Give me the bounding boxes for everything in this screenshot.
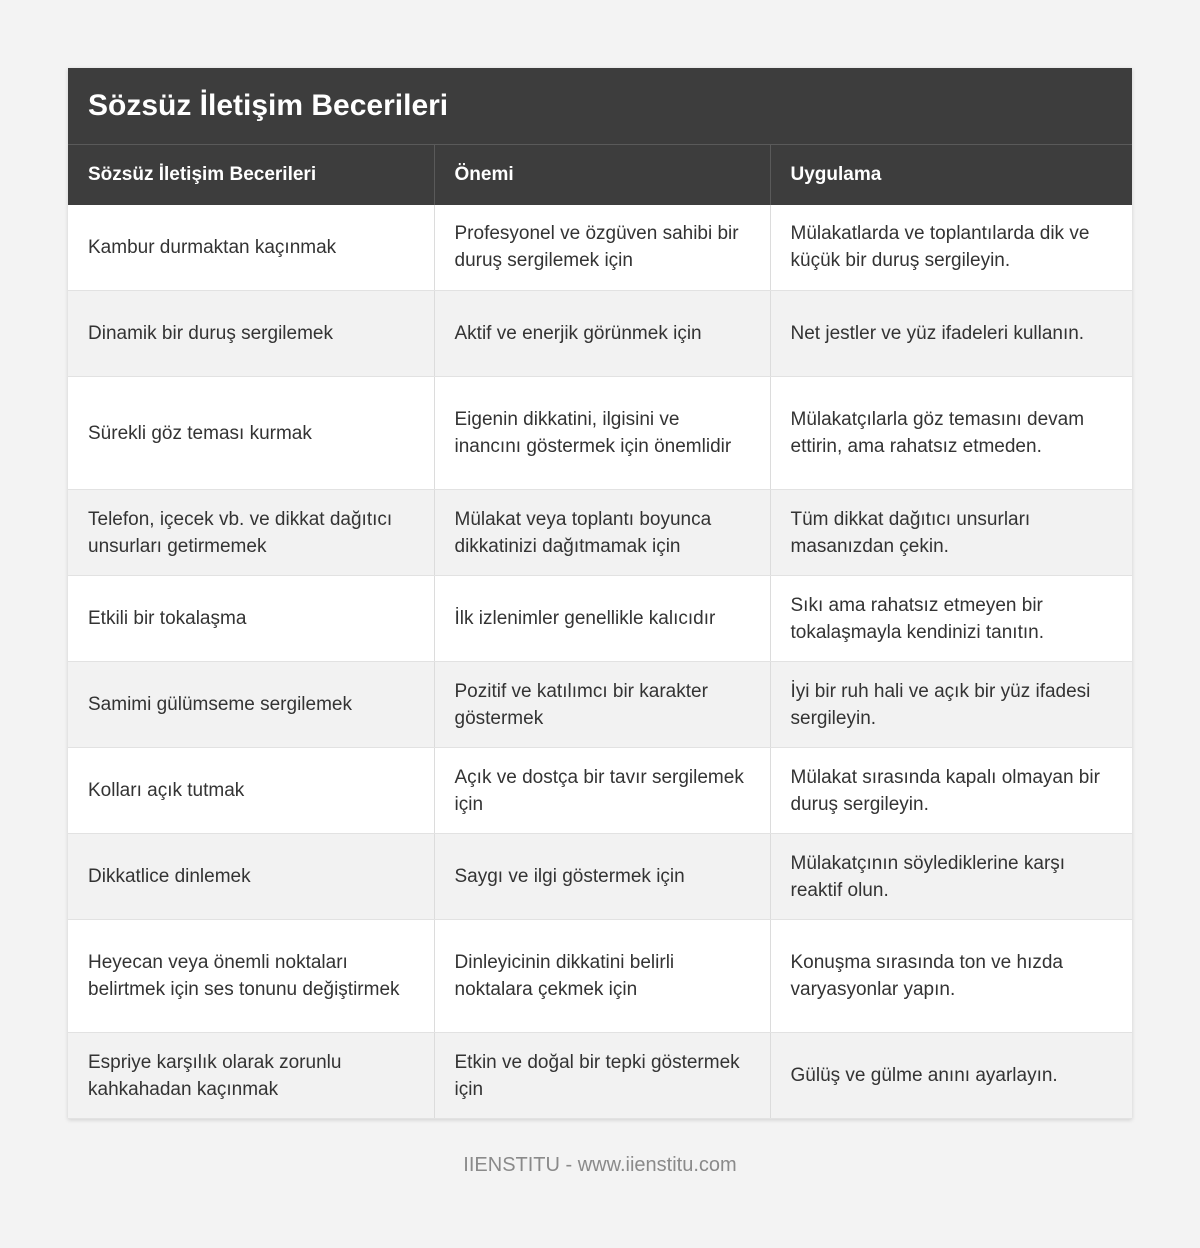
table-row	[68, 576, 1132, 662]
column-header-application: Uygulama	[770, 145, 1132, 205]
column-header-skill: Sözsüz İletişim Becerileri	[68, 145, 434, 205]
table-cell: Kolları açık tutmak	[68, 748, 434, 834]
table-row	[68, 377, 1132, 490]
table-cell: Dinamik bir duruş sergilemek	[68, 291, 434, 377]
table-cell: Samimi gülümseme sergilemek	[68, 662, 434, 748]
table-cell: Dinleyicinin dikkatini belirli noktalara çekmek için	[434, 920, 770, 1033]
footer-credit: IIENSTITU - www.iienstitu.com	[463, 1154, 737, 1176]
skills-table	[68, 144, 1132, 1119]
table-cell: Aktif ve enerjik görünmek için	[434, 291, 770, 377]
table-cell: Gülüş ve gülme anını ayarlayın.	[770, 1033, 1132, 1119]
table-cell: Mülakatlarda ve toplantılarda dik ve küçük bir duruş sergileyin.	[770, 205, 1132, 291]
table-cell: Heyecan veya önemli noktaları belirtmek için ses tonunu değiştirmek	[68, 920, 434, 1033]
table-cell: Sıkı ama rahatsız etmeyen bir tokalaşmayla kendinizi tanıtın.	[770, 576, 1132, 662]
table-cell: Telefon, içecek vb. ve dikkat dağıtıcı unsurları getirmemek	[68, 490, 434, 576]
page-title: Sözsüz İletişim Becerileri	[88, 89, 449, 122]
table-cell: Mülakat veya toplantı boyunca dikkatinizi dağıtmamak için	[434, 490, 770, 576]
table-cell: Espriye karşılık olarak zorunlu kahkahadan kaçınmak	[68, 1033, 434, 1119]
table-cell: Etkili bir tokalaşma	[68, 576, 434, 662]
table-cell: Mülakatçılarla göz temasını devam ettirin, ama rahatsız etmeden.	[770, 377, 1132, 490]
column-header-importance: Önemi	[434, 145, 770, 205]
table-cell: Etkin ve doğal bir tepki göstermek için	[434, 1033, 770, 1119]
table-cell: Kambur durmaktan kaçınmak	[68, 205, 434, 291]
table-cell: Tüm dikkat dağıtıcı unsurları masanızdan çekin.	[770, 490, 1132, 576]
table-row	[68, 834, 1132, 920]
table-cell: Dikkatlice dinlemek	[68, 834, 434, 920]
table-cell: İyi bir ruh hali ve açık bir yüz ifadesi sergileyin.	[770, 662, 1132, 748]
table-cell: Net jestler ve yüz ifadeleri kullanın.	[770, 291, 1132, 377]
table-cell: Saygı ve ilgi göstermek için	[434, 834, 770, 920]
table-cell: İlk izlenimler genellikle kalıcıdır	[434, 576, 770, 662]
table-row	[68, 291, 1132, 377]
table-row	[68, 662, 1132, 748]
table-header-row	[68, 145, 1132, 205]
table-cell: Profesyonel ve özgüven sahibi bir duruş sergilemek için	[434, 205, 770, 291]
table-cell: Mülakatçının söylediklerine karşı reaktif olun.	[770, 834, 1132, 920]
table-cell: Pozitif ve katılımcı bir karakter göstermek	[434, 662, 770, 748]
table-row	[68, 205, 1132, 291]
table-row	[68, 748, 1132, 834]
title-bar	[68, 68, 1132, 144]
table-row	[68, 920, 1132, 1033]
table-cell: Sürekli göz teması kurmak	[68, 377, 434, 490]
table-cell: Açık ve dostça bir tavır sergilemek için	[434, 748, 770, 834]
table-cell: Mülakat sırasında kapalı olmayan bir duruş sergileyin.	[770, 748, 1132, 834]
table-cell: Konuşma sırasında ton ve hızda varyasyonlar yapın.	[770, 920, 1132, 1033]
table-row	[68, 490, 1132, 576]
table-cell: Eigenin dikkatini, ilgisini ve inancını göstermek için önemlidir	[434, 377, 770, 490]
table-card	[68, 68, 1132, 1119]
table-row	[68, 1033, 1132, 1119]
